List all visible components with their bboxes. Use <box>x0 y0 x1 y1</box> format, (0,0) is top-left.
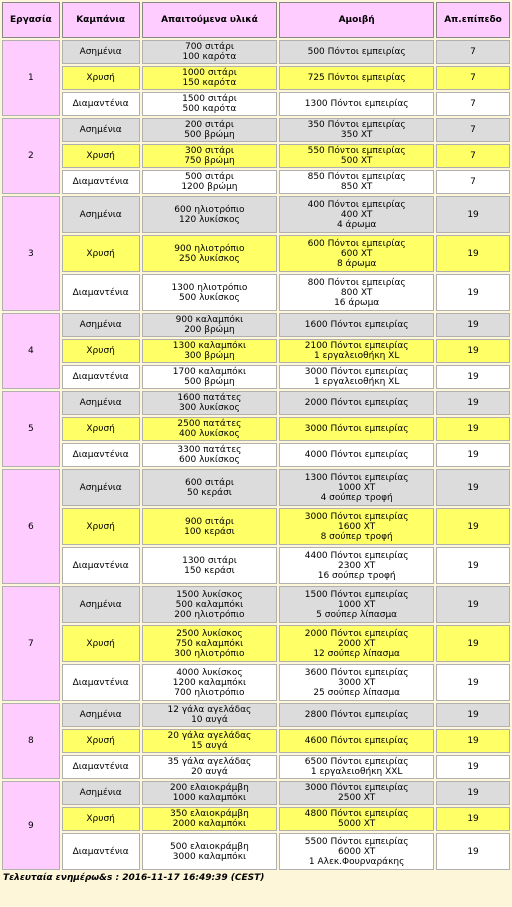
table-row <box>2 833 510 870</box>
tier-cell: Ασημένια <box>62 391 140 415</box>
table-row <box>2 664 510 701</box>
materials-cell: 200 σιτάρι 500 βρώμη <box>142 118 278 142</box>
reward-cell: 5500 Πόντοι εμπειρίας 6000 XT 1 Αλεκ.Φουρναράκης <box>279 833 434 870</box>
reward-cell: 4600 Πόντοι εμπειρίας <box>279 729 434 753</box>
level-cell: 19 <box>436 547 510 584</box>
materials-cell: 700 σιτάρι 100 καρότα <box>142 40 278 64</box>
tier-cell: Χρυσή <box>62 417 140 441</box>
level-cell: 19 <box>436 755 510 779</box>
level-cell: 7 <box>436 144 510 168</box>
materials-cell: 500 ελαιοκράμβη 3000 καλαμπόκι <box>142 833 278 870</box>
table-row <box>2 170 510 194</box>
materials-cell: 12 γάλα αγελάδας 10 αυγά <box>142 703 278 727</box>
materials-cell: 600 σιτάρι 50 κεράσι <box>142 469 278 506</box>
table-row <box>2 365 510 389</box>
tier-cell: Διαμαντένια <box>62 92 140 116</box>
task-id: 9 <box>2 781 60 870</box>
tier-cell: Χρυσή <box>62 66 140 90</box>
materials-cell: 1300 σιτάρι 150 κεράσι <box>142 547 278 584</box>
header-reward: Αμοιβή <box>279 2 434 38</box>
materials-cell: 1700 καλαμπόκι 500 βρώμη <box>142 365 278 389</box>
tier-cell: Χρυσή <box>62 729 140 753</box>
level-cell: 7 <box>436 92 510 116</box>
level-cell: 19 <box>436 365 510 389</box>
tier-cell: Ασημένια <box>62 40 140 64</box>
level-cell: 7 <box>436 66 510 90</box>
materials-cell: 1600 πατάτες 300 λυκίσκος <box>142 391 278 415</box>
reward-cell: 350 Πόντοι εμπειρίας 350 XT <box>279 118 434 142</box>
table-row <box>2 40 510 64</box>
header-task: Εργασία <box>2 2 60 38</box>
reward-cell: 2000 Πόντοι εμπειρίας 2000 XT 12 σούπερ λίπασμα <box>279 625 434 662</box>
tier-cell: Διαμαντένια <box>62 833 140 870</box>
level-cell: 19 <box>436 703 510 727</box>
level-cell: 19 <box>436 625 510 662</box>
materials-cell: 1300 ηλιοτρόπιο 500 λυκίσκος <box>142 274 278 311</box>
tier-cell: Χρυσή <box>62 144 140 168</box>
table-row <box>2 443 510 467</box>
header-row <box>2 2 510 38</box>
reward-cell: 500 Πόντοι εμπειρίας <box>279 40 434 64</box>
reward-cell: 2100 Πόντοι εμπειρίας 1 εργαλειοθήκη XL <box>279 339 434 363</box>
level-cell: 7 <box>436 170 510 194</box>
tier-cell: Ασημένια <box>62 118 140 142</box>
materials-cell: 300 σιτάρι 750 βρώμη <box>142 144 278 168</box>
reward-cell: 4400 Πόντοι εμπειρίας 2300 XT 16 σούπερ τροφή <box>279 547 434 584</box>
reward-cell: 2800 Πόντοι εμπειρίας <box>279 703 434 727</box>
table-row <box>2 66 510 90</box>
reward-cell: 3000 Πόντοι εμπειρίας 1600 XT 8 σούπερ τροφή <box>279 508 434 545</box>
reward-cell: 400 Πόντοι εμπειρίας 400 XT 4 άρωμα <box>279 196 434 233</box>
materials-cell: 600 ηλιοτρόπιο 120 λυκίσκος <box>142 196 278 233</box>
level-cell: 19 <box>436 469 510 506</box>
level-cell: 19 <box>436 664 510 701</box>
materials-cell: 3300 πατάτες 600 λυκίσκος <box>142 443 278 467</box>
table-row <box>2 235 510 272</box>
materials-cell: 1500 λυκίσκος 500 καλαμπόκι 200 ηλιοτρόπιο <box>142 586 278 623</box>
materials-cell: 4000 λυκίσκος 1200 καλαμπόκι 700 ηλιοτρόπιο <box>142 664 278 701</box>
table-row <box>2 547 510 584</box>
level-cell: 19 <box>436 235 510 272</box>
level-cell: 19 <box>436 586 510 623</box>
task-id: 4 <box>2 313 60 389</box>
reward-cell: 600 Πόντοι εμπειρίας 600 XT 8 άρωμα <box>279 235 434 272</box>
table-row <box>2 508 510 545</box>
reward-cell: 1300 Πόντοι εμπειρίας <box>279 92 434 116</box>
table-row <box>2 417 510 441</box>
tier-cell: Χρυσή <box>62 807 140 831</box>
table-row <box>2 144 510 168</box>
table-row <box>2 807 510 831</box>
tier-cell: Χρυσή <box>62 508 140 545</box>
table-row <box>2 92 510 116</box>
level-cell: 19 <box>436 196 510 233</box>
header-campaign: Καμπάνια <box>62 2 140 38</box>
materials-cell: 900 καλαμπόκι 200 βρώμη <box>142 313 278 337</box>
task-id: 5 <box>2 391 60 467</box>
tier-cell: Διαμαντένια <box>62 755 140 779</box>
tier-cell: Χρυσή <box>62 625 140 662</box>
tier-cell: Χρυσή <box>62 339 140 363</box>
task-id: 2 <box>2 118 60 194</box>
table-row <box>2 703 510 727</box>
task-id: 3 <box>2 196 60 311</box>
reward-cell: 1300 Πόντοι εμπειρίας 1000 XT 4 σούπερ τροφή <box>279 469 434 506</box>
reward-cell: 3600 Πόντοι εμπειρίας 3000 XT 25 σούπερ λίπασμα <box>279 664 434 701</box>
reward-cell: 4800 Πόντοι εμπειρίας 5000 XT <box>279 807 434 831</box>
materials-cell: 2500 πατάτες 400 λυκίσκος <box>142 417 278 441</box>
level-cell: 19 <box>436 274 510 311</box>
reward-cell: 6500 Πόντοι εμπειρίας 1 εργαλειοθήκη XXL <box>279 755 434 779</box>
tier-cell: Ασημένια <box>62 196 140 233</box>
tier-cell: Ασημένια <box>62 586 140 623</box>
reward-cell: 4000 Πόντοι εμπειρίας <box>279 443 434 467</box>
level-cell: 19 <box>436 443 510 467</box>
reward-cell: 850 Πόντοι εμπειρίας 850 XT <box>279 170 434 194</box>
tier-cell: Ασημένια <box>62 781 140 805</box>
materials-cell: 500 σιτάρι 1200 βρώμη <box>142 170 278 194</box>
materials-cell: 35 γάλα αγελάδας 20 αυγά <box>142 755 278 779</box>
level-cell: 19 <box>436 313 510 337</box>
table-row <box>2 755 510 779</box>
reward-cell: 3000 Πόντοι εμπειρίας 1 εργαλειοθήκη XL <box>279 365 434 389</box>
reward-cell: 3000 Πόντοι εμπειρίας 2500 XT <box>279 781 434 805</box>
task-id: 7 <box>2 586 60 701</box>
tier-cell: Ασημένια <box>62 469 140 506</box>
table-row <box>2 729 510 753</box>
materials-cell: 200 ελαιοκράμβη 1000 καλαμπόκι <box>142 781 278 805</box>
level-cell: 19 <box>436 781 510 805</box>
level-cell: 19 <box>436 508 510 545</box>
level-cell: 19 <box>436 339 510 363</box>
table-row <box>2 274 510 311</box>
table-row <box>2 118 510 142</box>
materials-cell: 900 ηλιοτρόπιο 250 λυκίσκος <box>142 235 278 272</box>
tier-cell: Διαμαντένια <box>62 274 140 311</box>
tier-cell: Ασημένια <box>62 313 140 337</box>
tier-cell: Διαμαντένια <box>62 443 140 467</box>
reward-cell: 1500 Πόντοι εμπειρίας 1000 XT 5 σούπερ λίπασμα <box>279 586 434 623</box>
tier-cell: Διαμαντένια <box>62 170 140 194</box>
reward-cell: 725 Πόντοι εμπειρίας <box>279 66 434 90</box>
table-row <box>2 339 510 363</box>
materials-cell: 20 γάλα αγελάδας 15 αυγά <box>142 729 278 753</box>
header-materials: Απαιτούμενα υλικά <box>142 2 278 38</box>
materials-cell: 1000 σιτάρι 150 καρότα <box>142 66 278 90</box>
level-cell: 7 <box>436 40 510 64</box>
task-id: 6 <box>2 469 60 584</box>
reward-cell: 3000 Πόντοι εμπειρίας <box>279 417 434 441</box>
reward-cell: 1600 Πόντοι εμπειρίας <box>279 313 434 337</box>
materials-cell: 1500 σιτάρι 500 καρότα <box>142 92 278 116</box>
tier-cell: Διαμαντένια <box>62 365 140 389</box>
last-updated: Τελευταία ενημέρω&s : 2016-11-17 16:49:39 (CEST) <box>3 873 265 883</box>
level-cell: 7 <box>436 118 510 142</box>
table-row <box>2 313 510 337</box>
table-body <box>2 40 510 870</box>
table-row <box>2 625 510 662</box>
level-cell: 19 <box>436 833 510 870</box>
tier-cell: Διαμαντένια <box>62 547 140 584</box>
reward-cell: 550 Πόντοι εμπειρίας 500 XT <box>279 144 434 168</box>
table-row <box>2 196 510 233</box>
tier-cell: Διαμαντένια <box>62 664 140 701</box>
table-row <box>2 391 510 415</box>
tier-cell: Χρυσή <box>62 235 140 272</box>
level-cell: 19 <box>436 729 510 753</box>
materials-cell: 2500 λυκίσκος 750 καλαμπόκι 300 ηλιοτρόπιο <box>142 625 278 662</box>
reward-cell: 800 Πόντοι εμπειρίας 800 XT 16 άρωμα <box>279 274 434 311</box>
reward-cell: 2000 Πόντοι εμπειρίας <box>279 391 434 415</box>
table-row <box>2 469 510 506</box>
table-row <box>2 781 510 805</box>
materials-cell: 1300 καλαμπόκι 300 βρώμη <box>142 339 278 363</box>
tier-cell: Ασημένια <box>62 703 140 727</box>
materials-cell: 900 σιτάρι 100 κεράσι <box>142 508 278 545</box>
task-id: 1 <box>2 40 60 116</box>
materials-cell: 350 ελαιοκράμβη 2000 καλαμπόκι <box>142 807 278 831</box>
level-cell: 19 <box>436 391 510 415</box>
level-cell: 19 <box>436 807 510 831</box>
level-cell: 19 <box>436 417 510 441</box>
table-row <box>2 586 510 623</box>
task-id: 8 <box>2 703 60 779</box>
header-level: Απ.επίπεδο <box>436 2 510 38</box>
